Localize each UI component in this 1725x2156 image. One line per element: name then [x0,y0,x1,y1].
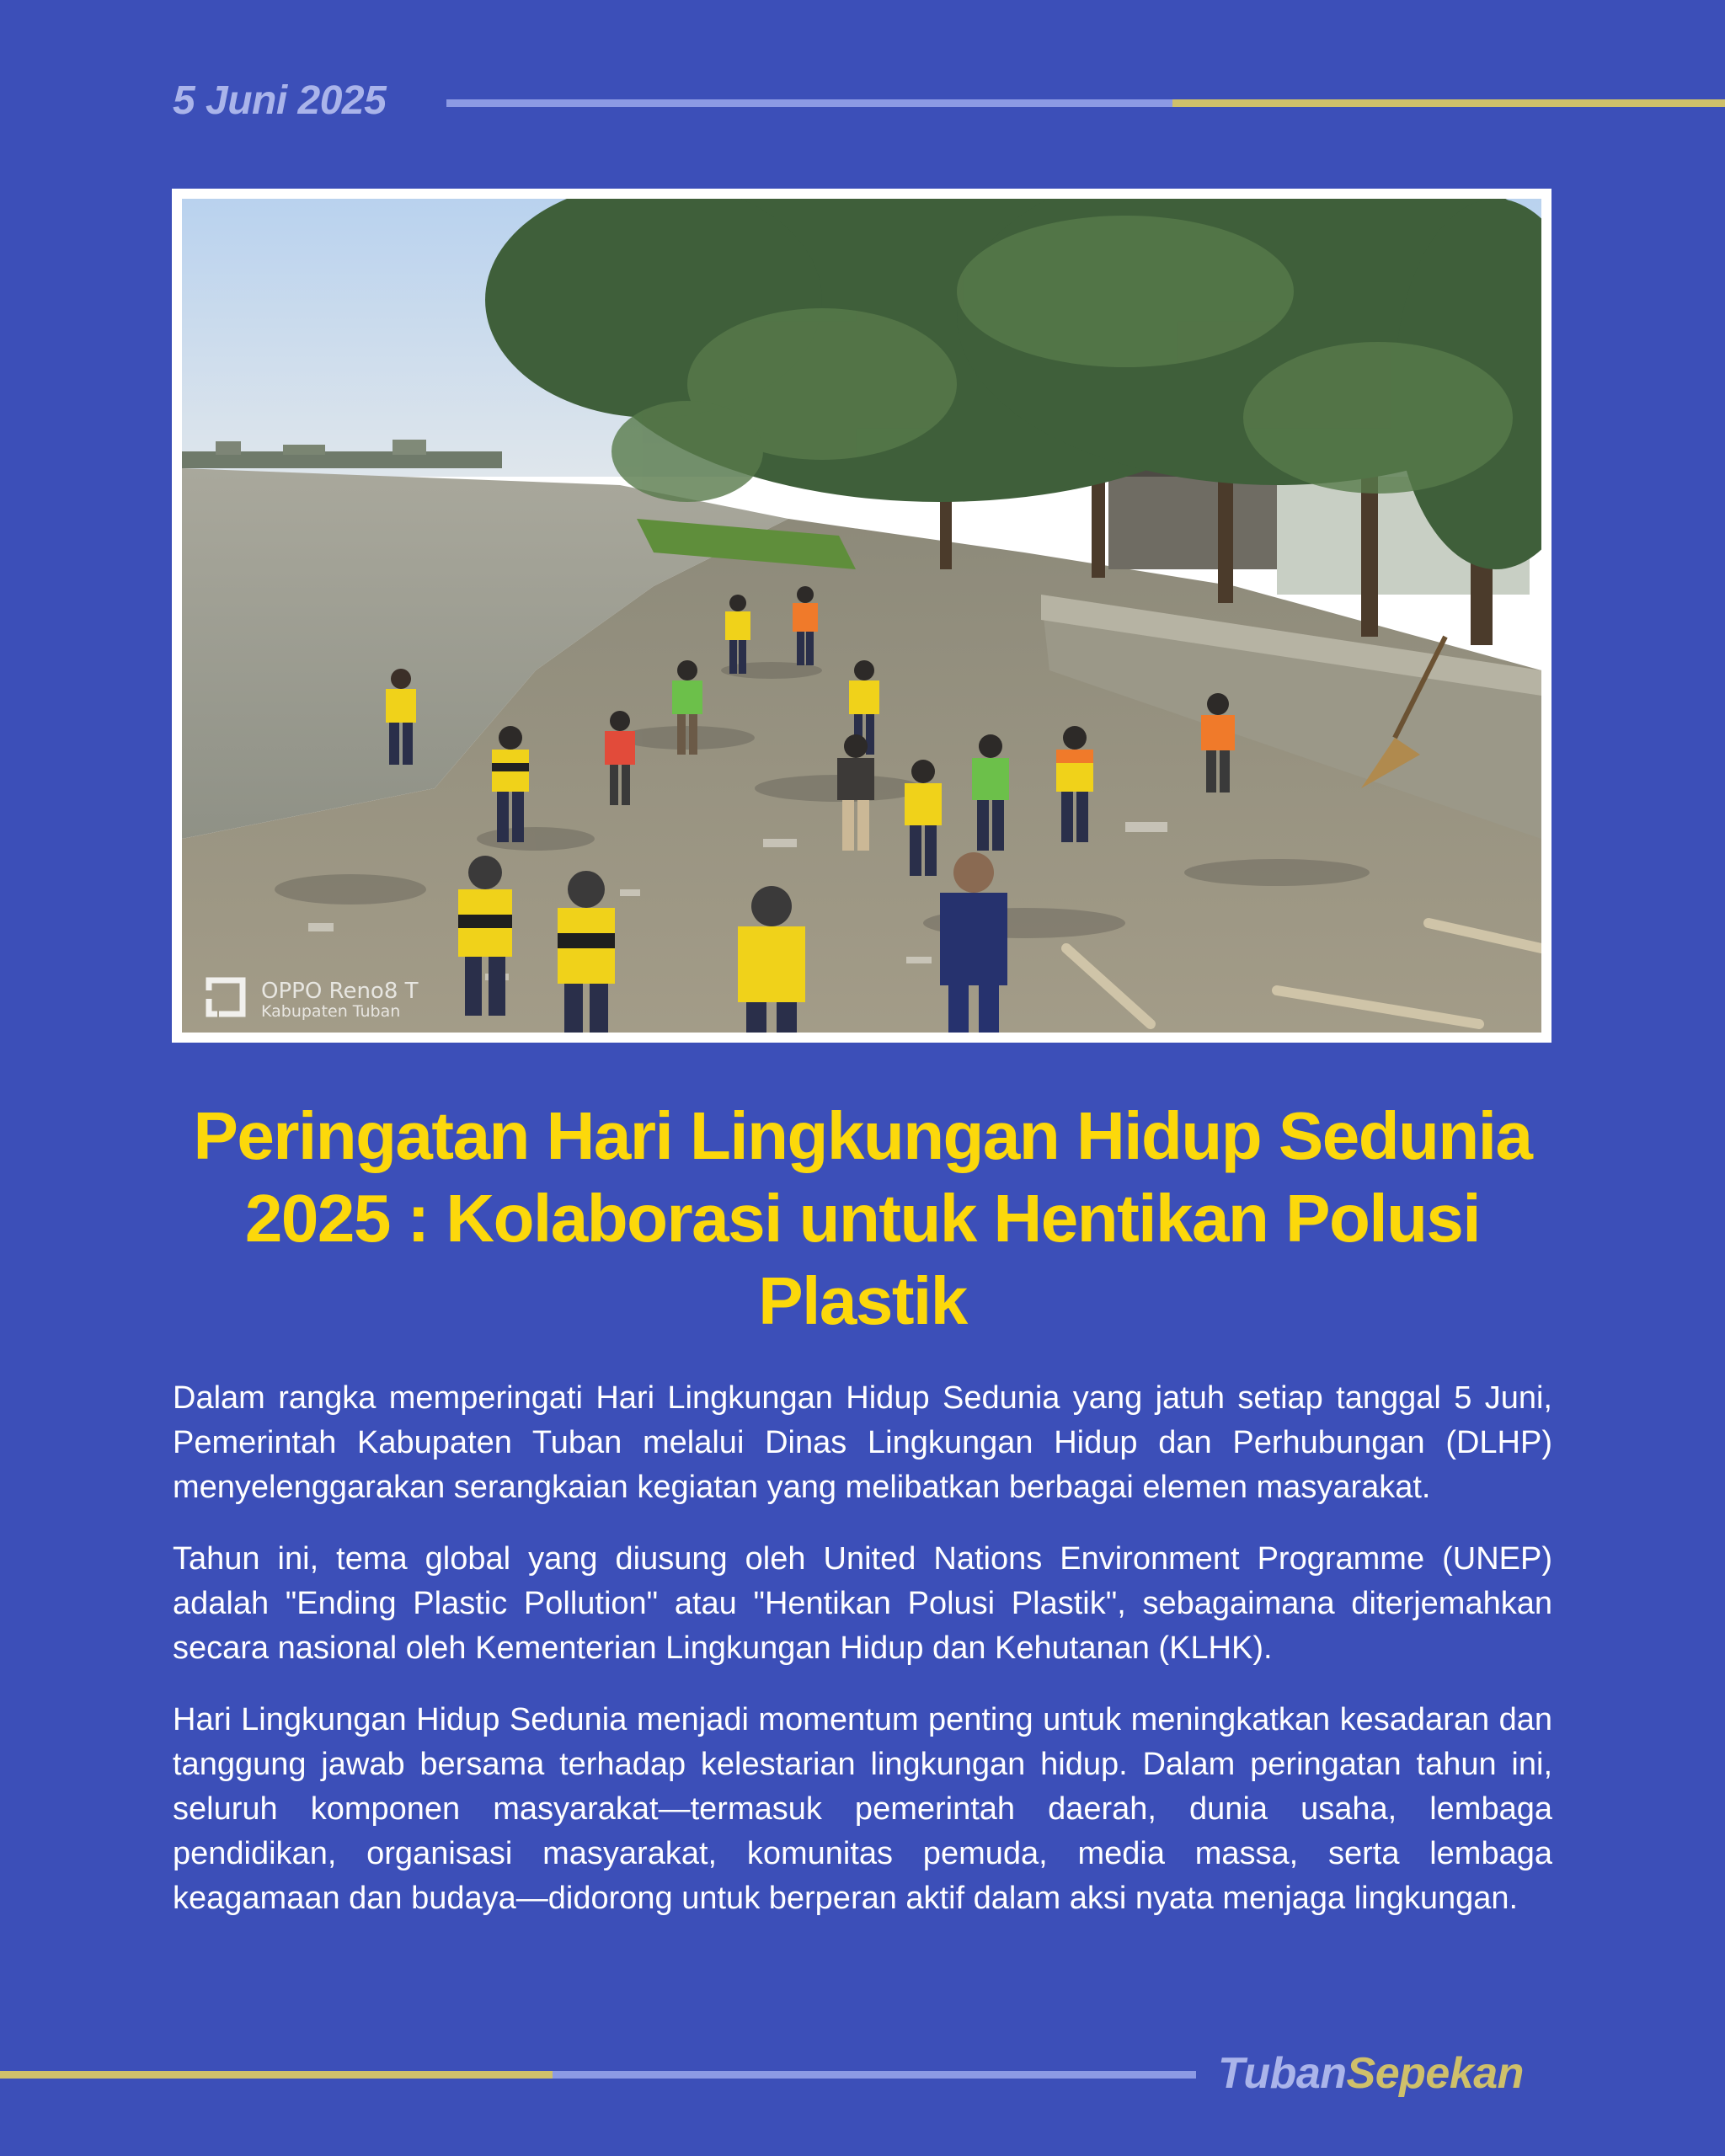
camera-watermark-icon [202,974,249,1021]
photo-frame [172,189,1551,1043]
camera-location: Kabupaten Tuban [261,1002,401,1022]
brand-name-part2: Sepekan [1346,2049,1524,2098]
cleanup-photo [182,199,1541,1033]
beach-cleanup-illustration [182,199,1541,1033]
top-divider-blue [446,99,1172,107]
camera-watermark [202,974,419,1021]
top-divider-gold [1172,99,1725,107]
article-paragraph-1: Dalam rangka memperingati Hari Lingkungan Hidup Sedunia yang jatuh setiap tanggal 5 Juni, Pemerintah Kabupaten Tuban melalui Dinas Lingkungan Hidup dan Perhubungan (DLHP) menyelenggarakan serangkaian kegiatan yang melibatkan berbagai elemen masyarakat. [173,1380,1552,1505]
article-paragraph-3: Hari Lingkungan Hidup Sedunia menjadi momentum penting untuk meningkatkan kesadaran dan tanggung jawab bersama terhadap kelestarian lingkungan hidup. Dalam peringatan tahun ini, seluruh komponen masyarakat—termasuk pemerintah daerah, dunia usaha, lembaga pendidikan, organisasi masyarakat, komunitas pemuda, media massa, serta lembaga keagamaan dan budaya—didorong untuk berperan aktif dalam aksi nyata menjaga lingkungan. [173,1702,1552,1916]
brand-name-part1: Tuban [1218,2049,1347,2098]
camera-model: OPPO Reno8 T [261,978,419,1004]
article-paragraph-2: Tahun ini, tema global yang diusung oleh United Nations Environment Programme (UNEP) adalah "Ending Plastic Pollution" atau "Hentikan Polusi Plastik", sebagaimana diterjemahkan secara nasional oleh Kementerian Lingkungan Hidup dan Kehutanan (KLHK). [173,1541,1552,1666]
article-title: Peringatan Hari Lingkungan Hidup Sedunia 2025 : Kolaborasi untuk Hentikan Polusi Plastik [193,1098,1532,1338]
brand-logo [1218,2047,1524,2100]
article-body [173,1376,1552,1948]
bottom-divider-blue [553,2071,1196,2079]
bottom-divider-gold [0,2071,553,2079]
publish-date: 5 Juni 2025 [173,78,387,123]
